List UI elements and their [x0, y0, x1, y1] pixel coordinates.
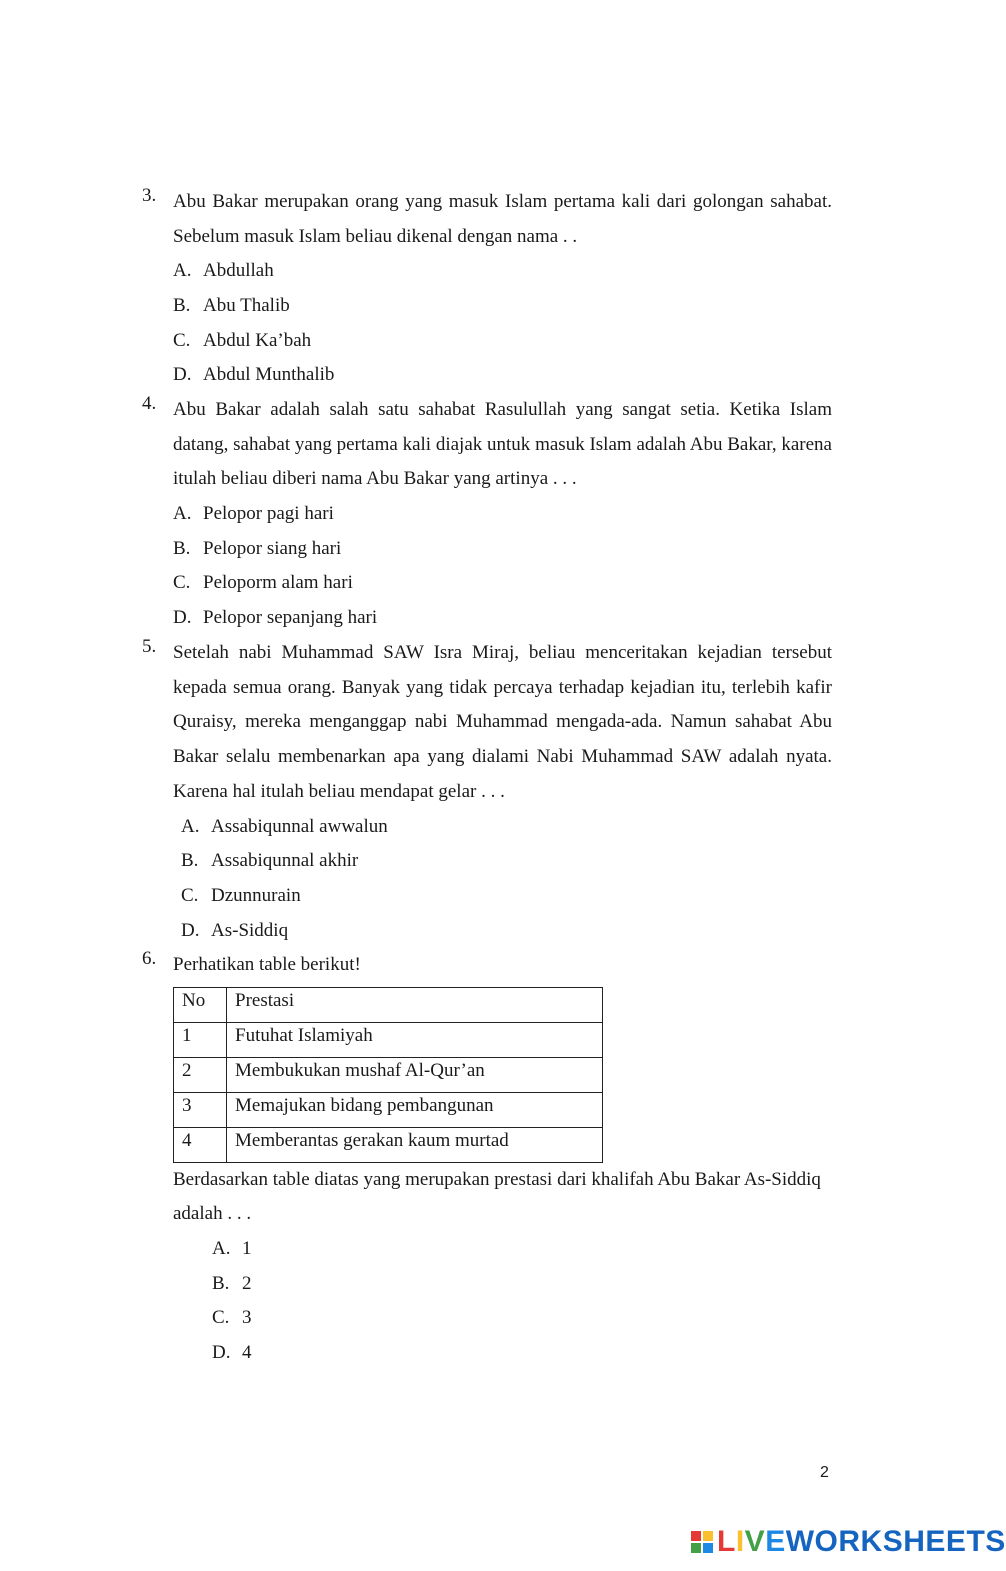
- option-d[interactable]: D. Abdul Munthalib: [173, 364, 335, 386]
- liveworksheets-logo-icon: [690, 1530, 714, 1554]
- option-d[interactable]: D. As-Siddiq: [181, 919, 289, 941]
- option-b[interactable]: B. Pelopor siang hari: [173, 537, 342, 559]
- option-c[interactable]: C. Abdul Ka’bah: [173, 329, 312, 351]
- question-number: 5.: [142, 636, 157, 657]
- question-number: 4.: [142, 393, 157, 414]
- option-list: [212, 1232, 832, 1371]
- table-cell-no: 1: [174, 1022, 227, 1057]
- option-b[interactable]: B. 2: [212, 1272, 252, 1294]
- option-b[interactable]: B. Abu Thalib: [173, 295, 290, 317]
- option-d[interactable]: D. Pelopor sepanjang hari: [173, 607, 378, 629]
- option-d[interactable]: D. 4: [212, 1342, 252, 1364]
- question-6: [142, 948, 832, 1371]
- table-cell-prestasi: Memajukan bidang pembangunan: [227, 1092, 603, 1127]
- table-row: [174, 1127, 603, 1162]
- question-4: [142, 393, 832, 636]
- table-header-no: No: [174, 987, 227, 1022]
- table-row: [174, 1092, 603, 1127]
- achievement-table: [173, 987, 603, 1163]
- table-cell-prestasi: Memberantas gerakan kaum murtad: [227, 1127, 603, 1162]
- table-row: [174, 1022, 603, 1057]
- table-row: [174, 1057, 603, 1092]
- question-text: Setelah nabi Muhammad SAW Isra Miraj, beliau menceritakan kejadian tersebut kepada semua orang. Banyak yang tidak percaya terhadap kejadian itu, terlebih kafir Quraisy, mereka menganggap nabi Muhammad mengada-ada. Namun sahabat Abu Bakar selalu membenarkan apa yang dialami Nabi Muhammad SAW adalah nyata. Karena hal itulah beliau mendapat gelar . . .: [173, 642, 832, 802]
- option-a[interactable]: A. Pelopor pagi hari: [173, 503, 334, 525]
- liveworksheets-brand: [690, 1525, 1006, 1559]
- table-cell-no: 2: [174, 1057, 227, 1092]
- option-c[interactable]: C. 3: [212, 1307, 252, 1329]
- table-cell-prestasi: Membukukan mushaf Al-Qur’an: [227, 1057, 603, 1092]
- option-list: [173, 497, 832, 636]
- question-text: Abu Bakar adalah salah satu sahabat Rasulullah yang sangat setia. Ketika Islam datang, sahabat yang pertama kali diajak untuk masuk Islam adalah Abu Bakar, karena itulah beliau diberi nama Abu Bakar yang artinya . . .: [173, 399, 832, 490]
- option-b[interactable]: B. Assabiqunnal akhir: [181, 850, 359, 872]
- table-cell-no: 3: [174, 1092, 227, 1127]
- question-followup-text: Berdasarkan table diatas yang merupakan prestasi dari khalifah Abu Bakar As-Siddiq adalah . . .: [173, 1168, 821, 1225]
- question-number: 3.: [142, 185, 157, 206]
- option-list: [181, 810, 832, 949]
- option-list: [173, 254, 832, 393]
- table-header-row: [174, 987, 603, 1022]
- table-cell-no: 4: [174, 1127, 227, 1162]
- question-number: 6.: [142, 948, 157, 969]
- option-a[interactable]: A. 1: [212, 1238, 252, 1260]
- option-c[interactable]: C. Dzunnurain: [181, 884, 301, 906]
- table-header-prestasi: Prestasi: [227, 987, 603, 1022]
- page-number: 2: [820, 1464, 829, 1481]
- option-a[interactable]: A. Assabiqunnal awwalun: [181, 815, 388, 837]
- question-text: Perhatikan table berikut!: [173, 954, 361, 975]
- option-a[interactable]: A. Abdullah: [173, 260, 274, 282]
- option-c[interactable]: C. Peloporm alam hari: [173, 572, 353, 594]
- question-5: [142, 636, 832, 948]
- brand-wordmark: LIVEWORKSHEETS: [717, 1525, 1006, 1558]
- table-cell-prestasi: Futuhat Islamiyah: [227, 1022, 603, 1057]
- question-text: Abu Bakar merupakan orang yang masuk Islam pertama kali dari golongan sahabat. Sebelum masuk Islam beliau dikenal dengan nama . .: [173, 191, 832, 247]
- question-3: [142, 185, 832, 393]
